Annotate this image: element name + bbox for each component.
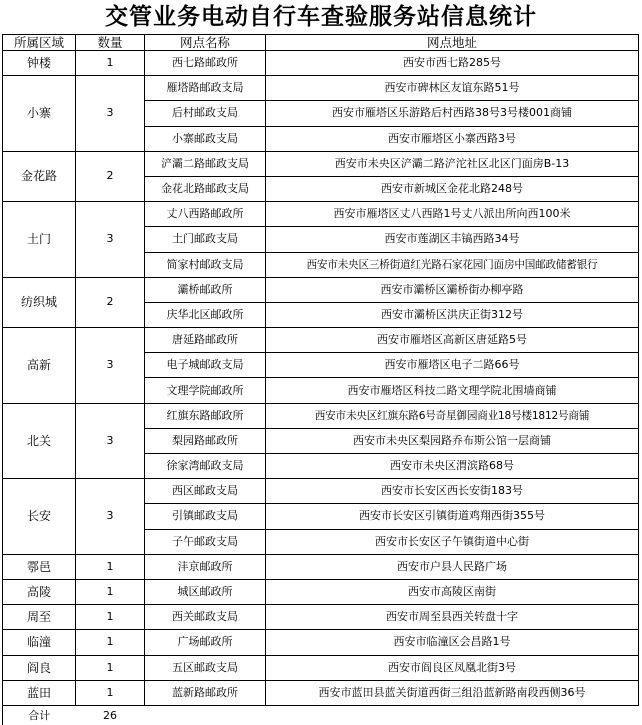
count-cell: 2 bbox=[76, 277, 145, 327]
count-cell: 1 bbox=[76, 554, 145, 579]
station-address-cell: 西安市未央区渭滨路68号 bbox=[266, 454, 639, 479]
station-address-cell: 西安市蓝田县蓝关街道西街三组沿蓝新路南段西侧36号 bbox=[266, 680, 639, 705]
station-name-cell: 五区邮政支局 bbox=[145, 655, 266, 680]
total-empty-cell bbox=[266, 705, 639, 725]
table-row bbox=[3, 277, 639, 302]
count-cell: 1 bbox=[76, 605, 145, 630]
district-cell: 周至 bbox=[3, 605, 76, 630]
station-name-cell: 子午邮政支局 bbox=[145, 529, 266, 554]
station-name-cell: 西区邮政支局 bbox=[145, 479, 266, 504]
station-address-cell: 西安市未央区浐灞二路浐沱社区北区门面房B-13 bbox=[266, 151, 639, 176]
page-title: 交管业务电动自行车查验服务站信息统计 bbox=[105, 4, 537, 30]
station-name-cell: 西七路邮政所 bbox=[145, 51, 266, 76]
total-count: 26 bbox=[76, 705, 145, 725]
table-row bbox=[3, 202, 639, 227]
count-cell: 1 bbox=[76, 680, 145, 705]
station-name-cell: 西关邮政支局 bbox=[145, 605, 266, 630]
station-address-cell: 西安市灞桥区灞桥街办柳亭路 bbox=[266, 277, 639, 302]
header-count: 数量 bbox=[76, 35, 145, 51]
station-name-cell: 浐灞二路邮政支局 bbox=[145, 151, 266, 176]
station-address-cell: 西安市灞桥区洪庆正街312号 bbox=[266, 302, 639, 327]
count-cell: 3 bbox=[76, 76, 145, 152]
district-cell: 长安 bbox=[3, 479, 76, 555]
header-address: 网点地址 bbox=[266, 35, 639, 51]
table-row bbox=[3, 403, 639, 428]
station-name-cell: 小寨邮政支局 bbox=[145, 126, 266, 151]
count-cell: 2 bbox=[76, 151, 145, 201]
station-name-cell: 蓝新路邮政所 bbox=[145, 680, 266, 705]
station-name-cell: 城区邮政所 bbox=[145, 579, 266, 604]
stations-table bbox=[2, 34, 639, 725]
station-name-cell: 红旗东路邮政所 bbox=[145, 403, 266, 428]
station-address-cell: 西安市未央区三桥街道红光路石家花园门面房中国邮政储蓄银行 bbox=[266, 252, 639, 277]
table-row bbox=[3, 479, 639, 504]
district-cell: 高陵 bbox=[3, 579, 76, 604]
count-cell: 1 bbox=[76, 630, 145, 655]
station-address-cell: 西安市阎良区凤凰北街3号 bbox=[266, 655, 639, 680]
table-row bbox=[3, 579, 639, 604]
table-row bbox=[3, 151, 639, 176]
header-district: 所属区域 bbox=[3, 35, 76, 51]
station-address-cell: 西安市高陵区南街 bbox=[266, 579, 639, 604]
station-address-cell: 西安市未央区红旗东路6号奇星御园商业18号楼1812号商铺 bbox=[266, 403, 639, 428]
station-address-cell: 西安市碑林区友谊东路51号 bbox=[266, 76, 639, 101]
station-name-cell: 土门邮政支局 bbox=[145, 227, 266, 252]
count-cell: 1 bbox=[76, 655, 145, 680]
station-address-cell: 西安市新城区金花北路248号 bbox=[266, 176, 639, 201]
district-cell: 金花路 bbox=[3, 151, 76, 201]
station-address-cell: 西安市雁塔区电子二路66号 bbox=[266, 353, 639, 378]
table-row bbox=[3, 328, 639, 353]
station-address-cell: 西安市雁塔区科技二路文理学院北围墙商铺 bbox=[266, 378, 639, 403]
district-cell: 鄠邑 bbox=[3, 554, 76, 579]
district-cell: 临潼 bbox=[3, 630, 76, 655]
district-cell: 北关 bbox=[3, 403, 76, 479]
station-address-cell: 西安市雁塔区乐游路后村西路38号3号楼001商铺 bbox=[266, 101, 639, 126]
station-name-cell: 梨园路邮政所 bbox=[145, 428, 266, 453]
table-row bbox=[3, 554, 639, 579]
station-name-cell: 简家村邮政支局 bbox=[145, 252, 266, 277]
count-cell: 3 bbox=[76, 479, 145, 555]
district-cell: 土门 bbox=[3, 202, 76, 278]
table-row bbox=[3, 680, 639, 705]
station-address-cell: 西安市雁塔区丈八西路1号丈八派出所向西100米 bbox=[266, 202, 639, 227]
station-name-cell: 金花北路邮政支局 bbox=[145, 176, 266, 201]
station-address-cell: 西安市周至县西关转盘十字 bbox=[266, 605, 639, 630]
station-address-cell: 西安市户县人民路广场 bbox=[266, 554, 639, 579]
station-address-cell: 西安市长安区引镇街道鸡翔西街355号 bbox=[266, 504, 639, 529]
count-cell: 1 bbox=[76, 51, 145, 76]
district-cell: 蓝田 bbox=[3, 680, 76, 705]
station-address-cell: 西安市长安区子午镇街道中心街 bbox=[266, 529, 639, 554]
station-name-cell: 文理学院邮政所 bbox=[145, 378, 266, 403]
station-name-cell: 电子城邮政支局 bbox=[145, 353, 266, 378]
station-name-cell: 灞桥邮政所 bbox=[145, 277, 266, 302]
table-row bbox=[3, 630, 639, 655]
district-cell: 钟楼 bbox=[3, 51, 76, 76]
station-name-cell: 唐延路邮政所 bbox=[145, 328, 266, 353]
station-name-cell: 后村邮政支局 bbox=[145, 101, 266, 126]
total-label: 合计 bbox=[3, 705, 76, 725]
station-address-cell: 西安市西七路285号 bbox=[266, 51, 639, 76]
station-address-cell: 西安市雁塔区高新区唐延路5号 bbox=[266, 328, 639, 353]
station-name-cell: 雁塔路邮政支局 bbox=[145, 76, 266, 101]
count-cell: 1 bbox=[76, 579, 145, 604]
header-name: 网点名称 bbox=[145, 35, 266, 51]
count-cell: 3 bbox=[76, 328, 145, 404]
table-row bbox=[3, 51, 639, 76]
count-cell: 3 bbox=[76, 403, 145, 479]
station-name-cell: 徐家湾邮政支局 bbox=[145, 454, 266, 479]
table-row bbox=[3, 76, 639, 101]
station-name-cell: 广场邮政所 bbox=[145, 630, 266, 655]
total-empty-cell bbox=[145, 705, 266, 725]
table-row bbox=[3, 655, 639, 680]
station-name-cell: 引镇邮政支局 bbox=[145, 504, 266, 529]
station-address-cell: 西安市雁塔区小寨西路3号 bbox=[266, 126, 639, 151]
district-cell: 阎良 bbox=[3, 655, 76, 680]
station-address-cell: 西安市莲湖区丰镐西路34号 bbox=[266, 227, 639, 252]
district-cell: 小寨 bbox=[3, 76, 76, 152]
station-address-cell: 西安市长安区西长安街183号 bbox=[266, 479, 639, 504]
count-cell: 3 bbox=[76, 202, 145, 278]
header-row bbox=[3, 35, 639, 51]
station-address-cell: 西安市临潼区会昌路1号 bbox=[266, 630, 639, 655]
table-row bbox=[3, 605, 639, 630]
district-cell: 纺织城 bbox=[3, 277, 76, 327]
station-address-cell: 西安市未央区梨园路乔布斯公馆一层商铺 bbox=[266, 428, 639, 453]
station-name-cell: 沣京邮政所 bbox=[145, 554, 266, 579]
district-cell: 高新 bbox=[3, 328, 76, 404]
station-name-cell: 丈八西路邮政所 bbox=[145, 202, 266, 227]
station-name-cell: 庆华北区邮政所 bbox=[145, 302, 266, 327]
total-row bbox=[3, 705, 639, 725]
